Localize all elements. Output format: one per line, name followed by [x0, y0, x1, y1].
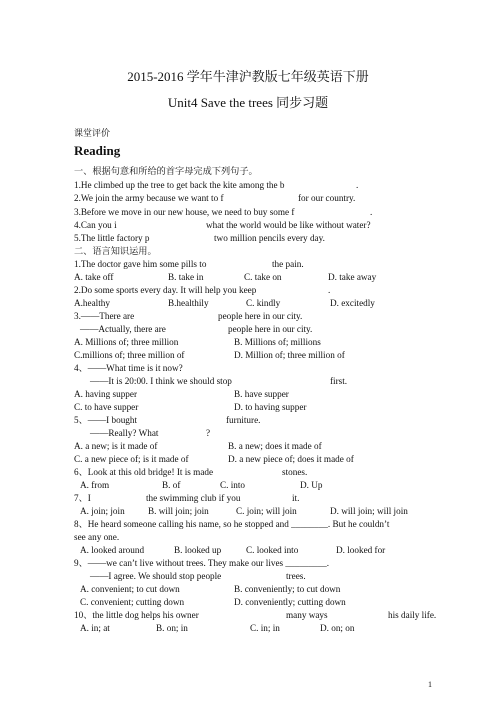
- exercise-line: .: [370, 207, 373, 217]
- exercise-line: what the world would be like without water?: [206, 220, 371, 230]
- exercise-line: B.healthily: [168, 298, 209, 308]
- exercise-line: B. on; in: [156, 623, 188, 633]
- exercise-line: B. of: [162, 480, 181, 490]
- exercise-line: ——I agree. We should stop people: [90, 571, 222, 581]
- exercise-line: A. from: [80, 480, 110, 490]
- exercise-line: 3.Before we move in our new house, we need to buy some f: [74, 207, 295, 217]
- exercise-line: .: [328, 285, 331, 295]
- exercise-line: ?: [206, 428, 211, 438]
- exercise-line: C. in; in: [250, 623, 280, 633]
- exercise-line: B. Millions of; millions: [234, 337, 321, 347]
- exercise-line: ——Really? What: [90, 428, 159, 438]
- exercise-line: 2.We join the army because we want to f: [74, 193, 224, 203]
- exercise-line: C. looked into: [246, 545, 299, 555]
- exercise-line: A. a new; is it made of: [74, 441, 158, 451]
- exercise-line: B. take in: [168, 272, 204, 282]
- exercise-line: D. conveniently; cutting down: [234, 597, 346, 607]
- exercise-line: C. into: [220, 480, 246, 490]
- exercise-line: .: [356, 180, 359, 190]
- exercise-line: 4.Can you i: [74, 220, 117, 230]
- exercise-line: 8、He heard someone calling his name, so he stopped and ________. But he couldn’t: [74, 519, 390, 529]
- exercise-line: A. take off: [74, 272, 114, 282]
- exercise-line: A.healthy: [74, 298, 110, 308]
- exercise-line: D. Million of; three million of: [234, 350, 345, 360]
- exercise-line: C. convenient; cutting down: [80, 597, 185, 607]
- exercise-line: A. looked around: [80, 545, 145, 555]
- exercise-line: 1.He climbed up the tree to get back the kite among the b: [74, 180, 285, 190]
- exercise-line: 二、语言知识运用。: [74, 246, 157, 256]
- exercise-line: people here in our city.: [228, 324, 313, 334]
- exercise-line: first.: [330, 376, 348, 386]
- exercise-line: 9、——we can’t live without trees. They make our lives _________.: [74, 558, 330, 568]
- exercise-line: his daily life.: [388, 610, 437, 620]
- exercise-line: D. on; on: [320, 623, 355, 633]
- exercise-line: stones.: [282, 467, 308, 477]
- section-label: 课堂评价: [74, 128, 111, 138]
- exercise-line: 3.——There are: [74, 311, 135, 321]
- exercise-line: 7、I: [74, 493, 91, 503]
- exercise-line: D. to having supper: [234, 402, 307, 412]
- exercise-line: B. looked up: [174, 545, 222, 555]
- exercise-line: D. will join; will join: [330, 506, 408, 516]
- exercise-line: for our country.: [298, 193, 356, 203]
- exercise-line: 6、Look at this old bridge! It is made: [74, 467, 214, 477]
- exercise-line: 2.Do some sports every day. It will help you keep: [74, 285, 257, 295]
- exercise-line: 5.The little factory p: [74, 233, 150, 243]
- page-number: 1: [428, 680, 432, 689]
- exercise-line: B. have supper: [234, 389, 289, 399]
- exercise-line: C. join; will join: [236, 506, 297, 516]
- exercise-line: many ways: [286, 610, 328, 620]
- exercise-line: people here in our city.: [218, 311, 303, 321]
- exercise-line: C. kindly: [246, 298, 281, 308]
- exercise-line: it.: [292, 493, 300, 503]
- exercise-line: D. excitedly: [330, 298, 375, 308]
- exercise-line: ——It is 20:00. I think we should stop: [90, 376, 232, 386]
- exercise-line: see any one.: [74, 532, 120, 542]
- exercise-line: A. convenient; to cut down: [80, 584, 180, 594]
- exercise-line: B. conveniently; to cut down: [234, 584, 341, 594]
- exercise-line: 一、根据句意和所给的首字母完成下列句子。: [74, 166, 258, 176]
- exercise-line: B. a new; does it made of: [228, 441, 322, 451]
- exercise-line: 10、the little dog helps his owner: [74, 610, 199, 620]
- exercise-line: 1.The doctor gave him some pills to: [74, 259, 207, 269]
- exercise-line: D. a new piece of; does it made of: [228, 454, 354, 464]
- exercise-line: C. to have supper: [74, 402, 139, 412]
- exercise-line: A. having supper: [74, 389, 138, 399]
- exercise-line: C.millions of; three million of: [74, 350, 185, 360]
- exercise-line: furniture.: [226, 415, 261, 425]
- exercise-line: D. Up: [300, 480, 323, 490]
- exercise-line: A. Millions of; three million: [74, 337, 179, 347]
- exercise-line: A. join; join: [80, 506, 125, 516]
- exercise-line: B. will join; join: [148, 506, 209, 516]
- exercise-line: D. looked for: [336, 545, 386, 555]
- exercise-line: trees.: [286, 571, 306, 581]
- exercise-line: ——Actually, there are: [80, 324, 166, 334]
- exercise-line: the swimming club if you: [146, 493, 241, 503]
- exercise-line: C. take on: [244, 272, 282, 282]
- exercise-line: 5、——I bought: [74, 415, 138, 425]
- exercise-line: A. in; at: [80, 623, 110, 633]
- exercise-line: C. a new piece of; is it made of: [74, 454, 189, 464]
- exercise-line: two million pencils every day.: [214, 233, 325, 243]
- document-subtitle: Unit4 Save the trees 同步习题: [167, 95, 329, 110]
- exercise-line: D. take away: [328, 272, 377, 282]
- exercise-line: 4、——What time is it now?: [74, 363, 183, 373]
- exercise-line: the pain.: [272, 259, 304, 269]
- reading-heading: Reading: [74, 143, 121, 158]
- document-title: 2015-2016 学年牛津沪教版七年级英语下册: [127, 69, 369, 84]
